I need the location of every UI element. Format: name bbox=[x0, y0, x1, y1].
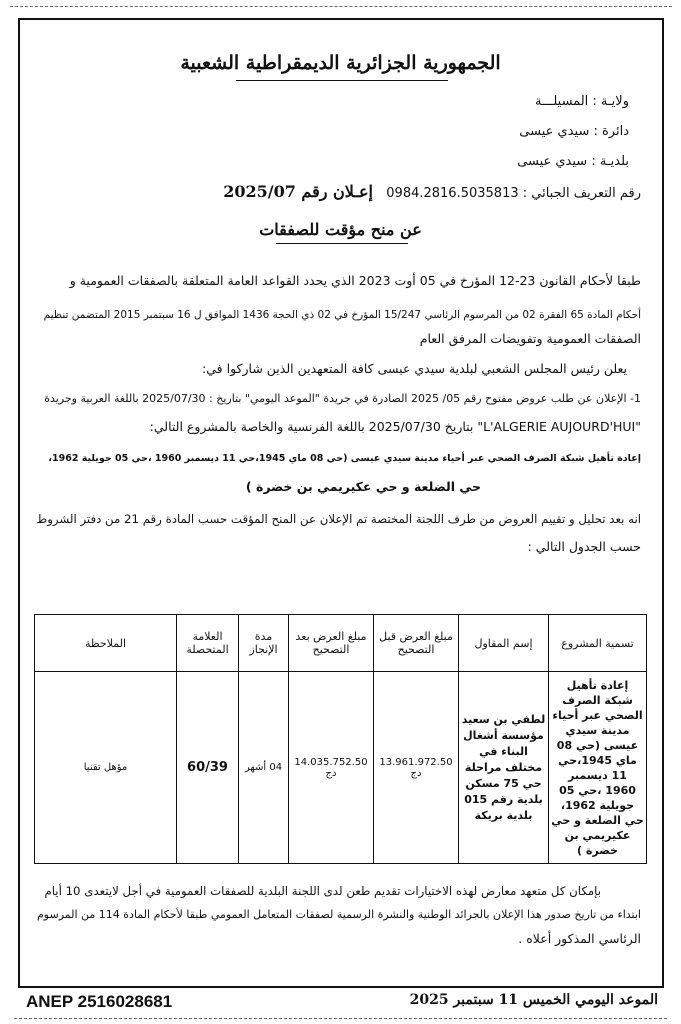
footer-bar bbox=[18, 990, 664, 1020]
cell-contractor: لطفي بن سعيد مؤسسة أشغال البناء في مختلف مراحلة حي 75 مسكن بلدية رقم 015 بلدية بريكة bbox=[459, 672, 549, 864]
cell-amount-before: 13.961.972.50 دج bbox=[374, 672, 459, 864]
body-line: "L'ALGERIE AUJOURD'HUI" بتاريخ 2025/07/30 باللغة الفرنسية والخاصة بالمشروع التالي: bbox=[149, 419, 641, 434]
announcement-row bbox=[40, 182, 641, 208]
body-line: الصفقات العمومية وتفويضات المرفق العام bbox=[419, 331, 641, 346]
closing-line: الرئاسي المذكور أعلاه . bbox=[518, 931, 641, 946]
body-line: طبقا لأحكام القانون 23-12 المؤرخ في 05 أوت 2023 الذي يحدد القواعد العامة المتعلقة بالصفقات العمومية و bbox=[69, 273, 641, 288]
subject-underline bbox=[276, 243, 408, 244]
cell-project: إعادة تأهيل شبكة الصرف الصحي عبر أحياء مدينة سيدي عيسى (حي 08 ماي 1945،حي 11 ديسمبر 1960 ،حي 05 جويلية 1962، حي الضلعة و حي عكيريمي بن خضرة ) bbox=[549, 672, 647, 864]
bottom-border-rule bbox=[14, 1018, 667, 1019]
cell-duration: 04 أشهر bbox=[239, 672, 289, 864]
publication-date: الموعد اليومي الخميس 11 سبتمبر 2025 bbox=[409, 992, 658, 1008]
award-table bbox=[34, 614, 647, 864]
col-project-name: تسمية المشروع bbox=[549, 615, 647, 672]
col-amount-after: مبلغ العرض بعد التصحيح bbox=[289, 615, 374, 672]
col-note: الملاحظة bbox=[35, 615, 177, 672]
closing-line: ابتداء من تاريخ صدور هذا الإعلان بالجرائد الوطنية والنشرة الرسمية لصفقات المتعامل العمومي طبقا لأحكام المادة 114 من المرسوم bbox=[36, 908, 641, 921]
title-underline bbox=[236, 80, 448, 81]
body-line: أحكام المادة 65 الفقرة 02 من المرسوم الرئاسي 15/247 المؤرخ في 02 ذي الحجة 1436 الموافق ل 16 سبتمبر 2015 المتضمن تنظيم bbox=[43, 309, 641, 321]
col-amount-before: مبلغ العرض قبل التصحيح bbox=[374, 615, 459, 672]
closing-text bbox=[34, 880, 641, 950]
wilaya-line: ولايـة : المسيلـــة bbox=[534, 94, 629, 109]
col-contractor: إسم المقاول bbox=[459, 615, 549, 672]
col-score: العلامة المتحصلة bbox=[177, 615, 239, 672]
daira-line: دائرة : سيدي عيسى bbox=[519, 124, 629, 139]
table-header-row bbox=[35, 615, 647, 672]
project-line: حي الضلعة و حي عكيريمي بن خضرة ) bbox=[245, 479, 481, 494]
body-line: انه بعد تحليل و تقييم العروض من طرف اللجنة المختصة تم الإعلان عن المنح المؤقت حسب المادة رقم 21 من دفتر الشروط bbox=[36, 512, 641, 526]
anep-code: ANEP 2516028681 bbox=[26, 992, 173, 1011]
cell-note: مؤهل تقنيا bbox=[35, 672, 177, 864]
table-row bbox=[35, 672, 647, 864]
announcement-number: إعـلان رقم 2025/07 bbox=[223, 182, 373, 201]
body-line: 1- الإعلان عن طلب عروض مفتوح رقم 05/ 2025 الصادرة في جريدة "الموعد اليومي" بتاريخ : 2025/07/30 باللغة العربية وجريدة bbox=[44, 392, 641, 405]
announcement-subject: عن منح مؤقت للصفقات bbox=[259, 220, 422, 239]
body-line: حسب الجدول التالي : bbox=[527, 539, 641, 554]
top-border-rule bbox=[10, 6, 672, 7]
baladiya-line: بلديـة : سيدي عيسى bbox=[517, 154, 629, 169]
cell-score: 60/39 bbox=[177, 672, 239, 864]
closing-line: بإمكان كل متعهد معارض لهذه الاختيارات تقديم طعن لدى اللجنة البلدية للصفقات العمومية في أجل لايتعدى 10 أيام bbox=[44, 884, 601, 898]
body-line: يعلن رئيس المجلس الشعبي لبلدية سيدي عيسى كافة المتعهدين الذين شاركوا في: bbox=[202, 361, 627, 376]
republic-title: الجمهورية الجزائرية الديمقراطية الشعبية bbox=[180, 52, 501, 74]
project-line: إعادة تأهيل شبكة الصرف الصحي عبر أحياء مدينة سيدي عيسى (حي 08 ماي 1945،حي 11 ديسمبر 1960 ،حي 05 جويلية 1962، bbox=[48, 453, 641, 464]
tax-id: رقم التعريف الجبائي : 0984.2816.5035813 bbox=[386, 186, 641, 201]
cell-amount-after: 14.035.752.50 دج bbox=[289, 672, 374, 864]
body-text bbox=[34, 270, 641, 558]
col-duration: مدة الإنجاز bbox=[239, 615, 289, 672]
